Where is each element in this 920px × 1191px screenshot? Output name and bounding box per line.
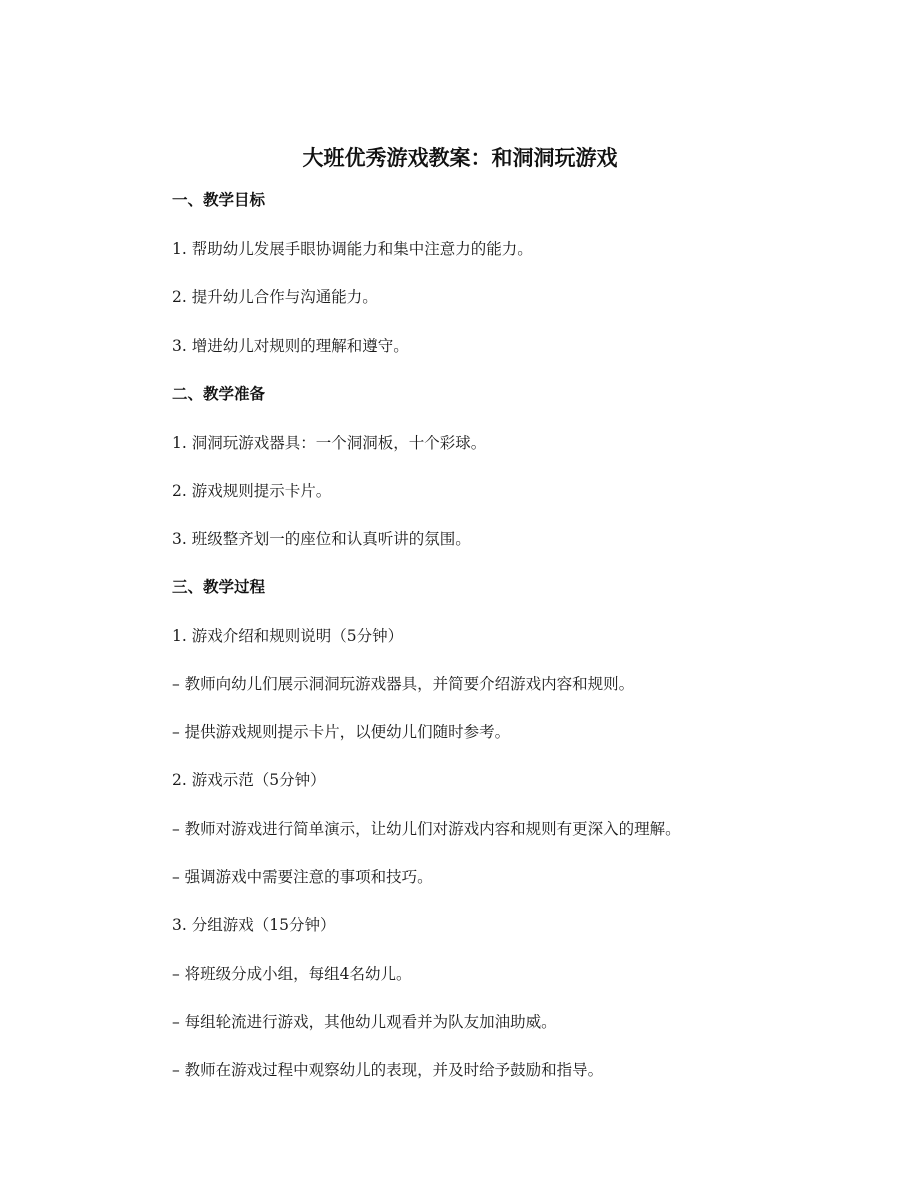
process-detail: – 每组轮流进行游戏，其他幼儿观看并为队友加油助威。 (172, 1013, 557, 1031)
objective-item: 3. 增进幼儿对规则的理解和遵守。 (172, 337, 409, 355)
preparation-item: 3. 班级整齐划一的座位和认真听讲的氛围。 (172, 530, 471, 548)
process-detail: – 将班级分成小组，每组4名幼儿。 (172, 965, 412, 983)
process-step: 3. 分组游戏（15分钟） (172, 916, 336, 934)
process-step: 2. 游戏示范（5分钟） (172, 771, 326, 789)
process-detail: – 强调游戏中需要注意的事项和技巧。 (172, 868, 433, 886)
process-detail: – 教师向幼儿们展示洞洞玩游戏器具，并简要介绍游戏内容和规则。 (172, 675, 635, 693)
section-heading-objectives: 一、教学目标 (172, 191, 266, 209)
preparation-item: 2. 游戏规则提示卡片。 (172, 482, 332, 500)
document-title: 大班优秀游戏教案：和洞洞玩游戏 (302, 146, 618, 170)
process-detail: – 教师在游戏过程中观察幼儿的表现，并及时给予鼓励和指导。 (172, 1061, 604, 1079)
objective-item: 1. 帮助幼儿发展手眼协调能力和集中注意力的能力。 (172, 240, 533, 258)
preparation-item: 1. 洞洞玩游戏器具：一个洞洞板，十个彩球。 (172, 434, 487, 452)
section-heading-preparation: 二、教学准备 (172, 385, 266, 403)
objective-item: 2. 提升幼儿合作与沟通能力。 (172, 288, 378, 306)
process-detail: – 教师对游戏进行简单演示，让幼儿们对游戏内容和规则有更深入的理解。 (172, 820, 681, 838)
section-heading-process: 三、教学过程 (172, 578, 266, 596)
process-detail: – 提供游戏规则提示卡片，以便幼儿们随时参考。 (172, 723, 511, 741)
process-step: 1. 游戏介绍和规则说明（5分钟） (172, 627, 404, 645)
